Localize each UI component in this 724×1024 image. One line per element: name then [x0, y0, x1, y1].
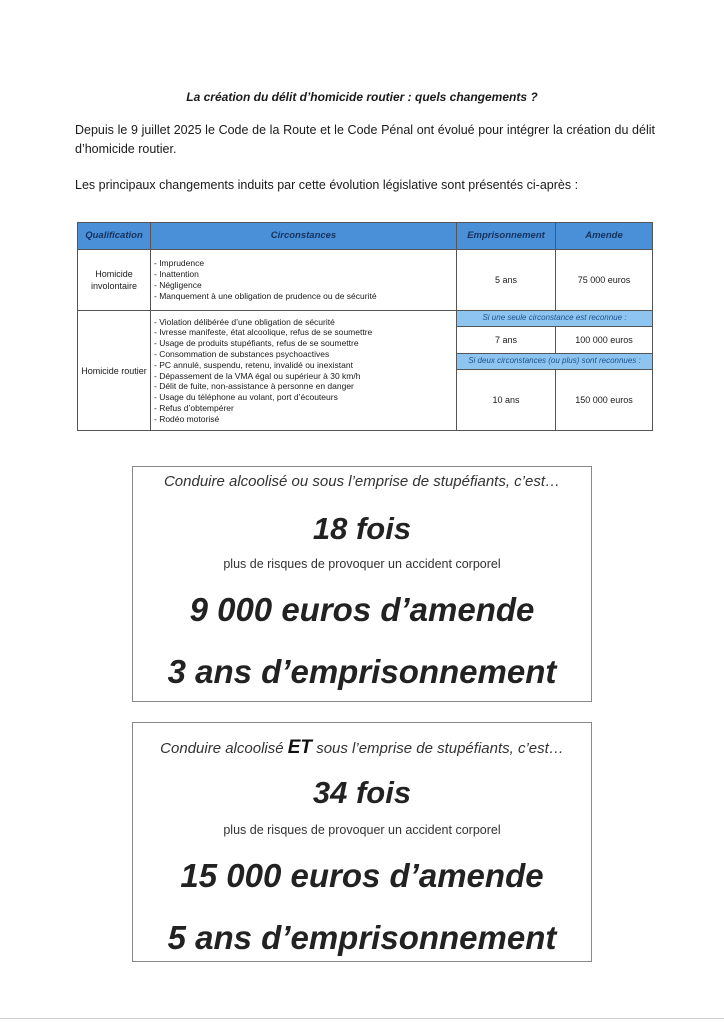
list-item: - Usage du téléphone au volant, port d’écouteurs: [154, 392, 338, 403]
law-table: [77, 222, 653, 431]
header-qualification: Qualification: [78, 223, 151, 250]
header-circonstances: Circonstances: [151, 223, 457, 250]
emprisonnement-multiple: 10 ans: [457, 370, 556, 431]
circonstances-routier: [151, 311, 457, 431]
lead-part: Conduire alcoolisé: [160, 740, 288, 757]
list-item: - Violation délibérée d’une obligation de sécurité: [154, 316, 335, 327]
header-emprisonnement: Emprisonnement: [457, 223, 556, 250]
risk-box-alcohol-and-drugs: [132, 722, 592, 962]
prison-term: 3 ans d’emprisonnement: [167, 653, 557, 690]
amende-multiple: 150 000 euros: [556, 370, 653, 431]
list-item: - Manquement à une obligation de prudence ou de sécurité: [154, 290, 377, 301]
risk-multiplier: 34 fois: [312, 775, 412, 810]
list-item: - Inattention: [154, 269, 199, 280]
amende-single: 100 000 euros: [556, 327, 653, 354]
list-item: - Rodéo motorisé: [154, 413, 220, 424]
prison-term: 5 ans d’emprisonnement: [167, 919, 557, 956]
list-item: - Ivresse manifeste, état alcoolique, refus de se soumettre: [154, 327, 373, 338]
page-title: La création du délit d’homicide routier : quels changements ?: [186, 90, 538, 104]
qualification-routier: Homicide routier: [78, 311, 151, 431]
circonstances-involontaire: [151, 250, 457, 311]
list-item: - Consommation de substances psychoactives: [154, 348, 330, 359]
fine-amount: 9 000 euros d’amende: [189, 591, 535, 628]
list-item: - PC annulé, suspendu, retenu, invalidé ou inexistant: [154, 359, 353, 370]
box-lead: Conduire alcoolisé ou sous l’emprise de stupéfiants, c’est…: [163, 473, 561, 490]
risk-description: plus de risques de provoquer un accident corporel: [223, 557, 501, 571]
box-lead: [133, 737, 591, 759]
table-header-row: [78, 223, 653, 250]
note-multiple-circumstances: Si deux circonstances (ou plus) sont reconnues :: [457, 354, 653, 370]
lead-part: sous l’emprise de stupéfiants, c’est…: [312, 740, 564, 757]
intro-paragraph: Depuis le 9 juillet 2025 le Code de la Route et le Code Pénal ont évolué pour intégrer la création du délit d’homicide routier.: [75, 123, 655, 156]
intro-paragraph-2: Les principaux changements induits par cette évolution législative sont présentés ci-après :: [75, 178, 579, 192]
risk-box-alcohol-or-drugs: [132, 466, 592, 702]
list-item: - Négligence: [154, 280, 202, 290]
qualification-involontaire: Homicide involontaire: [78, 250, 151, 311]
table-row: [78, 311, 653, 327]
list-item: - Dépassement de la VMA égal ou supérieur à 30 km/h: [154, 370, 361, 381]
risk-description: plus de risques de provoquer un accident corporel: [223, 823, 501, 837]
emprisonnement-single: 7 ans: [457, 327, 556, 354]
amende-involontaire: 75 000 euros: [556, 250, 653, 311]
header-amende: Amende: [556, 223, 653, 250]
emprisonnement-involontaire: 5 ans: [457, 250, 556, 311]
list-item: - Refus d’obtempérer: [154, 402, 234, 413]
lead-emphasis: ET: [287, 737, 313, 758]
list-item: - Délit de fuite, non-assistance à personne en danger: [154, 381, 354, 392]
page-bottom-divider: [0, 1018, 724, 1019]
list-item: - Usage de produits stupéfiants, refus de se soumettre: [154, 338, 359, 349]
risk-multiplier: 18 fois: [312, 511, 412, 546]
table-row: [78, 250, 653, 311]
note-single-circumstance: Si une seule circonstance est reconnue :: [457, 311, 653, 327]
list-item: - Imprudence: [154, 258, 205, 269]
fine-amount: 15 000 euros d’amende: [180, 857, 544, 894]
